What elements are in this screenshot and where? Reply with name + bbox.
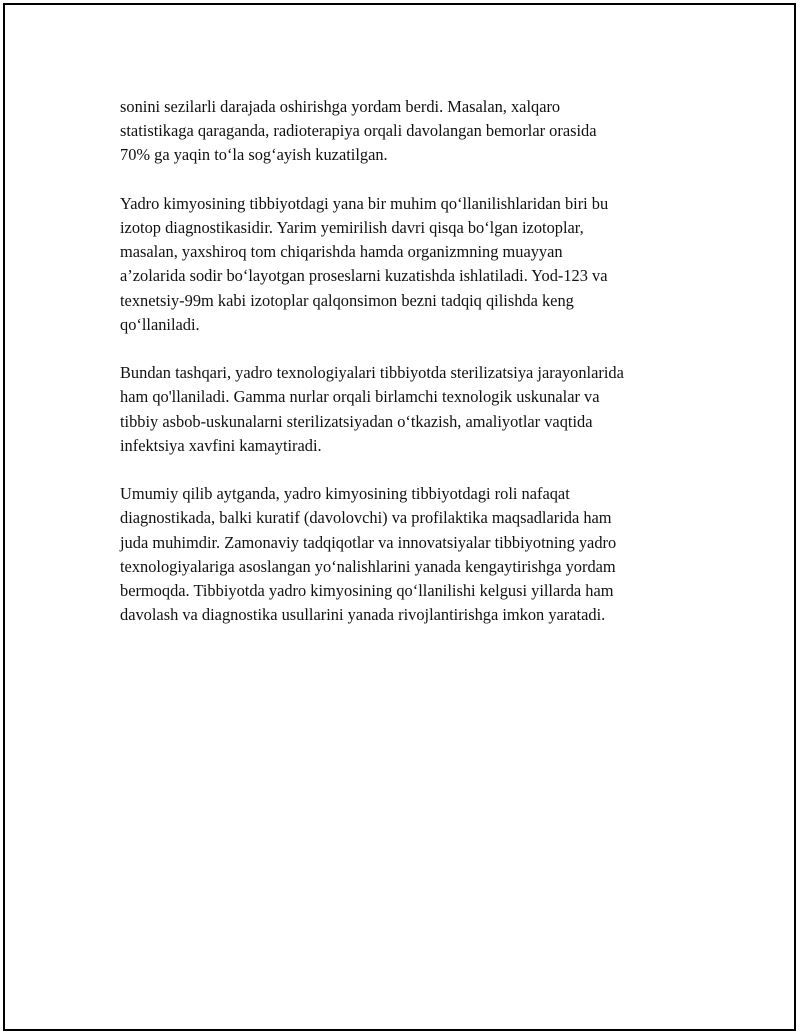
paragraph-isotope-diagnostics: Yadro kimyosining tibbiyotdagi yana bir muhim qo‘llanilishlaridan biri bu izotop diagnostikasidir. Yarim yemirilish davri qisqa bo‘lgan izotoplar, masalan, yaxshiroq tom chiqarishda hamda organizmning muayyan a’zolarida sodir bo‘layotgan proseslarni kuzatishda ishlatiladi. Yod-123 va texnetsiy-99m kabi izotoplar qalqonsimon bezni tadqiq qilishda keng qo‘llaniladi. xyxy=(120,193,609,334)
page-border xyxy=(3,3,796,1031)
paragraph-sterilization: Bundan tashqari, yadro texnologiyalari tibbiyotda sterilizatsiya jarayonlarida ham qo'llaniladi. Gamma nurlar orqali birlamchi texnologik uskunalar va tibbiy asbob-uskunalarni sterilizatsiyadan o‘tkazish, amaliyotlar vaqtida infektsiya xavfini kamaytiradi. xyxy=(120,363,624,455)
paragraph-conclusion: Umumiy qilib aytganda, yadro kimyosining tibbiyotdagi roli nafaqat diagnostikada, balki kuratif (davolovchi) va profilaktika maqsadlarida ham juda muhimdir. Zamonaviy tadqiqotlar va innovatsiyalar tibbiyotning yadro texnologiyalariga asoslangan yo‘nalishlarini yanada kengaytirishga yordam bermoqda. Tibbiyotda yadro kimyosining qo‘llanilishi kelgusi yillarda ham davolash va diagnostika usullarini yanada rivojlantirishga imkon yaratadi. xyxy=(120,484,617,625)
paragraph-radiotherapy-results: sonini sezilarli darajada oshirishga yordam berdi. Masalan, xalqaro statistikaga qaraganda, radioterapiya orqali davolangan bemorlar orasida 70% ga yaqin to‘la sog‘ayish kuzatilgan. xyxy=(120,97,597,165)
document-body xyxy=(120,95,710,627)
